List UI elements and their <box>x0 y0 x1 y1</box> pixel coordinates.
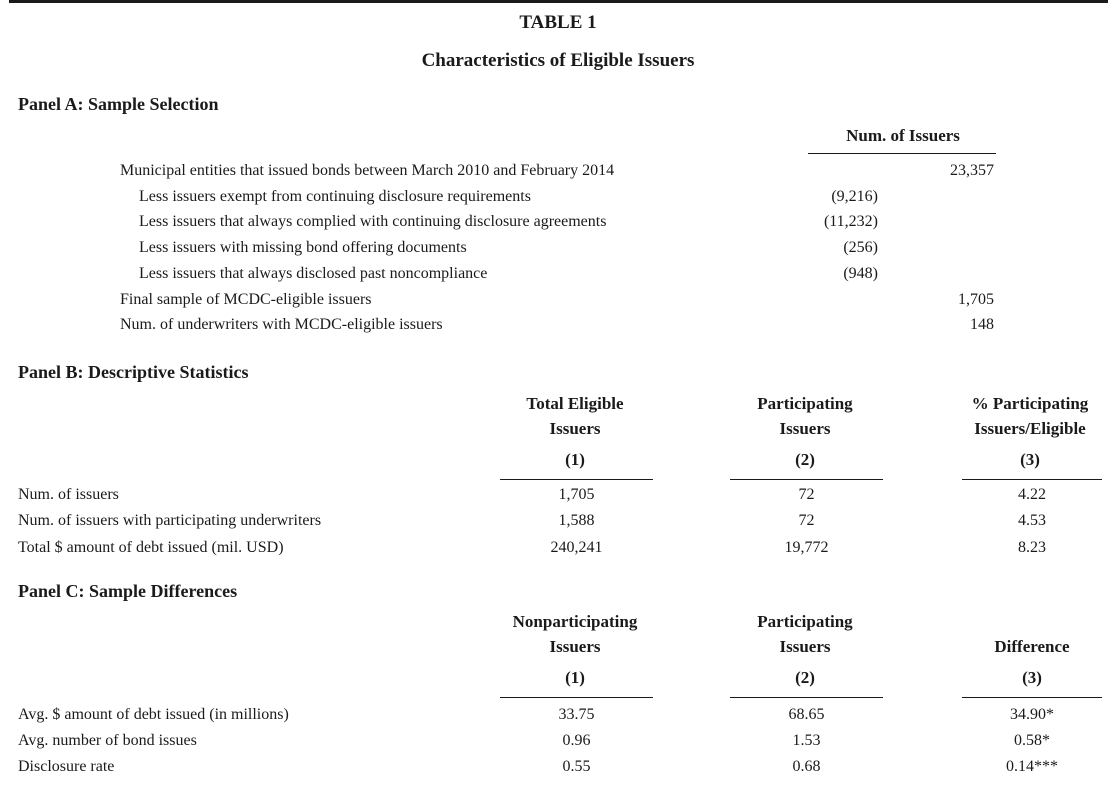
column-header-line1: Nonparticipating <box>512 612 638 631</box>
panel-c-row-label: Disclosure rate <box>18 758 115 775</box>
column-header-line2: Issuers <box>549 637 601 656</box>
panel-b-row-label: Total $ amount of debt issued (mil. USD) <box>18 539 284 556</box>
column-number: (3) <box>1022 668 1042 687</box>
panel-a-row-label: Municipal entities that issued bonds between March 2010 and February 2014 <box>120 162 615 179</box>
column-number: (2) <box>795 450 815 469</box>
panel-a-row-sub: (256) <box>843 239 878 256</box>
panel-c-heading: Panel C: Sample Differences <box>18 581 238 601</box>
column-header-line1: Participating <box>757 394 853 413</box>
panel-c-row-label: Avg. number of bond issues <box>18 732 197 749</box>
panel-a-row-sub: (948) <box>843 265 878 282</box>
panel-a-row-total: 23,357 <box>950 162 994 179</box>
panel-b-heading: Panel B: Descriptive Statistics <box>18 362 249 382</box>
panel-a-row-label: Less issuers exempt from continuing disclosure requirements <box>139 188 531 205</box>
panel-b-col2-header <box>730 391 880 472</box>
panel-c-cell: 1.53 <box>792 732 821 749</box>
panel-b-cell: 72 <box>798 486 815 503</box>
panel-a-column-header: Num. of Issuers <box>846 126 960 145</box>
column-header-line2: Issuers <box>779 637 831 656</box>
panel-a-row-total: 148 <box>970 316 994 333</box>
column-header-line2: Difference <box>994 637 1070 656</box>
panel-b-col3-rule <box>962 479 1102 480</box>
panel-b-cell: 8.23 <box>1018 539 1046 556</box>
panel-a-row-sub: (9,216) <box>831 188 878 205</box>
panel-c-cell: 0.14*** <box>1006 758 1058 775</box>
panel-c-cell: 0.96 <box>562 732 591 749</box>
table-title: Characteristics of Eligible Issuers <box>421 50 695 71</box>
table-label: TABLE 1 <box>519 12 597 33</box>
column-header-line1: Participating <box>757 612 853 631</box>
panel-a-row-total: 1,705 <box>958 291 994 308</box>
panel-c-cell: 0.58* <box>1014 732 1050 749</box>
panel-a-row-label: Less issuers that always disclosed past noncompliance <box>139 265 488 282</box>
column-number: (2) <box>795 668 815 687</box>
panel-c-col1-rule <box>500 697 653 698</box>
panel-b-cell: 240,241 <box>550 539 603 556</box>
panel-a-row-label: Num. of underwriters with MCDC-eligible issuers <box>120 316 443 333</box>
panel-a-row-label: Less issuers that always complied with continuing disclosure agreements <box>139 213 607 230</box>
panel-c-col1-header <box>490 609 660 690</box>
panel-b-row-label: Num. of issuers with participating underwriters <box>18 512 322 529</box>
panel-b-col1-header <box>500 391 650 472</box>
panel-a-row-label: Less issuers with missing bond offering documents <box>139 239 467 256</box>
panel-b-cell: 4.22 <box>1018 486 1046 503</box>
panel-c-col2-rule <box>730 697 883 698</box>
panel-b-cell: 4.53 <box>1018 512 1046 529</box>
column-header-line1 <box>962 609 1102 634</box>
panel-c-cell: 33.75 <box>558 706 595 723</box>
panel-b-col2-rule <box>730 479 883 480</box>
panel-c-col3-rule <box>962 697 1102 698</box>
panel-b-row-label: Num. of issuers <box>18 486 119 503</box>
panel-a-row-sub: (11,232) <box>823 213 878 230</box>
column-number: (1) <box>565 450 585 469</box>
column-header-line2: Issuers/Eligible <box>974 419 1086 438</box>
panel-b-cell: 72 <box>798 512 815 529</box>
panel-b-cell: 1,705 <box>558 486 595 503</box>
panel-a-heading: Panel A: Sample Selection <box>18 94 219 114</box>
top-rule <box>9 0 1108 3</box>
panel-c-row-label: Avg. $ amount of debt issued (in millions) <box>18 706 289 723</box>
panel-c-cell: 0.55 <box>562 758 591 775</box>
panel-a-header-rule <box>808 153 996 154</box>
panel-c-col3-header <box>962 609 1102 690</box>
panel-b-col1-rule <box>500 479 653 480</box>
panel-b-cell: 19,772 <box>784 539 829 556</box>
panel-c-cell: 34.90* <box>1010 706 1054 723</box>
panel-b-cell: 1,588 <box>558 512 595 529</box>
panel-c-col2-header <box>730 609 880 690</box>
column-header-line1: Total Eligible <box>526 394 624 413</box>
panel-c-cell: 0.68 <box>792 758 821 775</box>
column-header-line1: % Participating <box>971 394 1089 413</box>
column-number: (1) <box>565 668 585 687</box>
panel-b-col3-header <box>945 391 1108 472</box>
column-header-line2: Issuers <box>779 419 831 438</box>
column-number: (3) <box>1020 450 1040 469</box>
panel-a-row-label: Final sample of MCDC-eligible issuers <box>120 291 372 308</box>
column-header-line2: Issuers <box>549 419 601 438</box>
panel-c-cell: 68.65 <box>788 706 825 723</box>
